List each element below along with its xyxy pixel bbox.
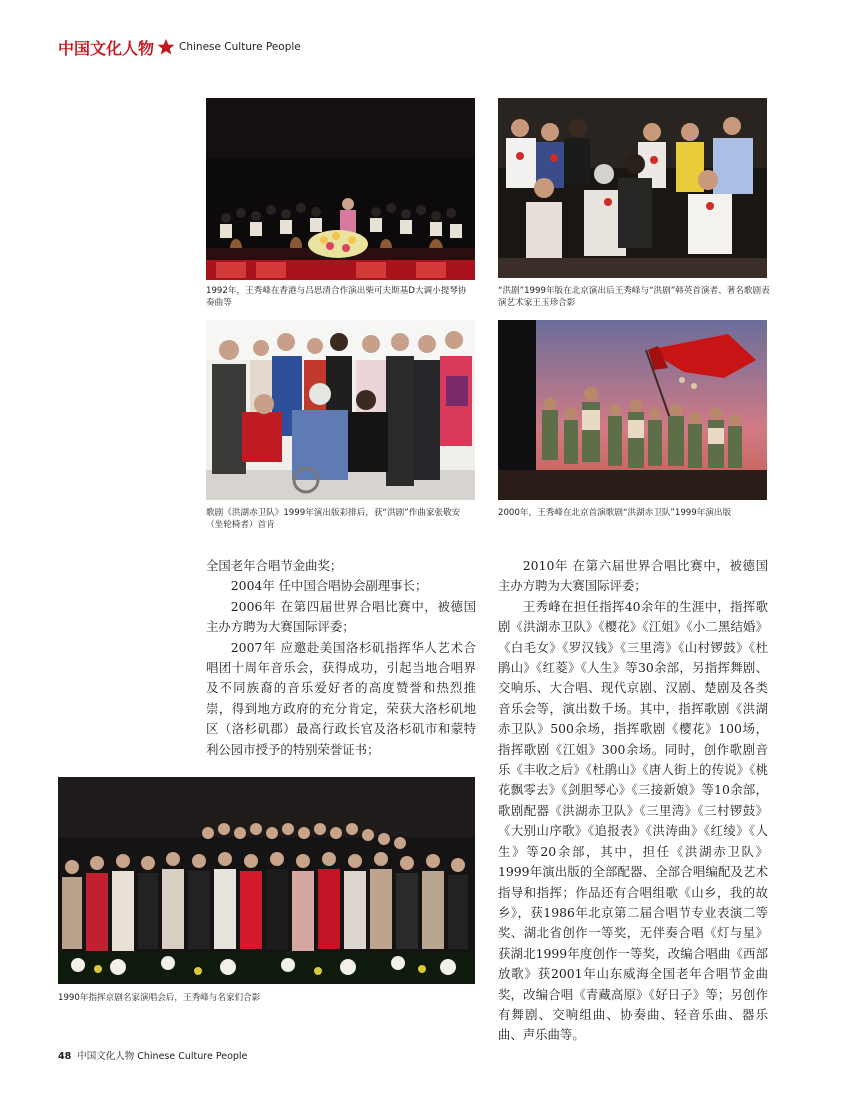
article-paragraph: 2004年 任中国合唱协会副理事长； (230, 578, 428, 594)
article-paragraph: 全国老年合唱节金曲奖； (206, 558, 343, 573)
photo-opera-stage-2000 (498, 320, 767, 500)
photo-group-zhang-jingan (206, 320, 475, 500)
page-number: 48 (58, 1051, 72, 1062)
photo-caption: 1992年，王秀峰在香港与吕思清合作演出柴可夫斯基D大调小提琴协奏曲等 (206, 286, 467, 308)
photo-caption: 1990年指挥京剧名家演唱会后，王秀峰与名家们合影 (58, 993, 261, 1003)
magazine-header (58, 34, 301, 60)
article-paragraph: 2006年 在第四届世界合唱比赛中，被德国主办方聘为大赛国际评委； (206, 598, 476, 635)
magazine-title-en: Chinese Culture People (179, 41, 301, 53)
photo-caption: 2000年，王秀峰在北京首演歌剧“洪湖赤卫队”1999年演出版 (498, 508, 732, 518)
photo-caption: “洪剧”1999年版在北京演出后王秀峰与“洪剧”韩英首演者、著名歌剧表演艺术家王玉珍合影 (498, 286, 770, 308)
photo-group-wang-yuzhen (498, 98, 767, 278)
photo-peking-opera-group-1990 (58, 777, 475, 984)
page-footer (58, 1048, 247, 1062)
article-paragraph: 2010年 在第六届世界合唱比赛中，被德国主办方聘为大赛国际评委； (498, 558, 768, 594)
footer-text: 中国文化人物 Chinese Culture People (77, 1051, 248, 1062)
photo-orchestra-hongkong (206, 98, 475, 280)
photo-caption: 歌剧《洪湖赤卫队》1999年演出版彩排后，获“洪剧”作曲家张敬安（坐轮椅者）首肯 (206, 508, 461, 530)
article-paragraph: 王秀峰在担任指挥40余年的生涯中，指挥歌剧《洪湖赤卫队》《樱花》《江姐》《小二黑结婚》《白毛女》《罗汉钱》《三里湾》《山村锣鼓》《杜鹃山》《红菱》《人生》等30余部，另指挥舞剧、交响乐、大合唱、现代京剧、汉剧、楚剧及各类音乐会等，演出数千场。其中，指挥歌剧《洪湖赤卫队》500余场，指挥歌剧《樱花》100场，指挥歌剧《江姐》300余场。同时，创作歌剧音乐《丰收之后》《杜鹃山》《唐人街上的传说》《桃花飘零去》《剑胆琴心》《三接新娘》等10余部，歌剧配器《洪湖赤卫队》《三里湾》《三村锣鼓》《大别山序歌》《追报表》《洪涛曲》《红绫》《人生》等20余部，其中，担任《洪湖赤卫队》1999年演出版的全部配器、全部合唱编配及艺术指导和指挥；作品还有合唱组歌《山乡，我的故乡》，获1986年北京第二届合唱节专业表演二等奖、湖北省创作一等奖，无伴奏合唱《灯与星》获湖北1999年度创作一等奖，改编合唱曲《西部放歌》获2001年山东威海全国老年合唱节金曲奖，改编合唱《青藏高原》《好日子》等；另创作有舞剧、交响组曲、协奏曲、轻音乐曲、器乐曲、声乐曲等。 (498, 598, 768, 1043)
star-icon (157, 38, 175, 56)
article-paragraph: 2007年 应邀赴美国洛杉矶指挥华人艺术合唱团十周年音乐会，获得成功，引起当地合唱界及不同族裔的音乐爱好者的高度赞誉和热烈推崇，得到地方政府的充分肯定，荣获大洛杉矶地区（洛杉矶郡）最高行政长官及洛杉矶市和蒙特利公园市授予的特别荣誉证书； (206, 639, 476, 757)
article-column-left (206, 556, 476, 760)
magazine-title-cn: 中国文化人物 (58, 38, 155, 58)
article-column-right (498, 556, 768, 1046)
